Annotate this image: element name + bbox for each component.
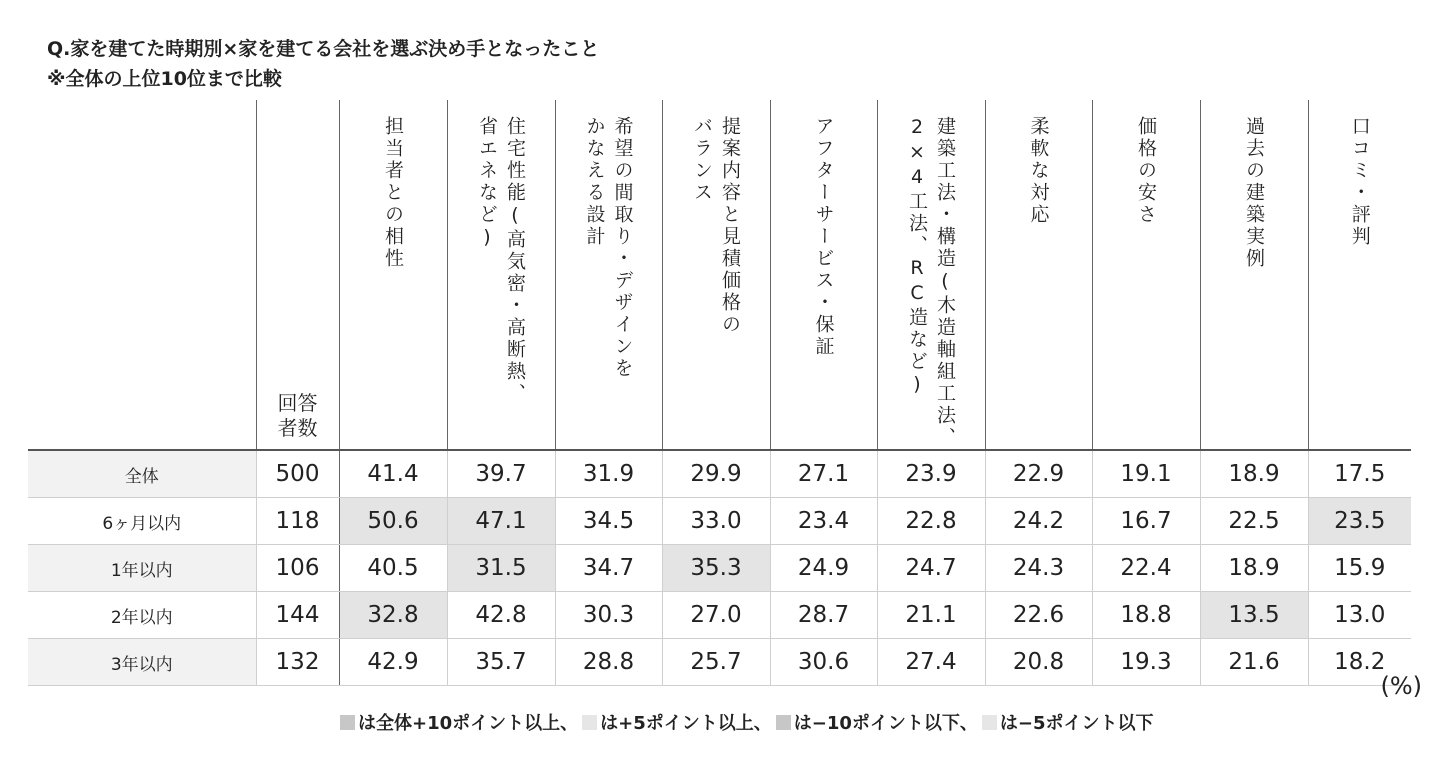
- value-cell: 35.3: [662, 545, 770, 592]
- value-cell: 39.7: [447, 450, 555, 498]
- column-header-line: 2×4工法、RC造など): [906, 116, 928, 398]
- value-cell: 34.5: [555, 498, 662, 545]
- value-cell: 18.8: [1092, 592, 1200, 639]
- value-cell: 24.3: [985, 545, 1092, 592]
- row-label: 6ヶ月以内: [28, 498, 256, 545]
- column-header-line: 建築工法・構造(木造軸組工法、: [934, 116, 956, 449]
- value-cell: 28.7: [770, 592, 877, 639]
- row-count: 106: [256, 545, 339, 592]
- column-header-7: [985, 100, 1092, 450]
- count-header-line-2: 者数: [277, 416, 318, 440]
- column-header-line: 口コミ・評判: [1348, 116, 1371, 248]
- value-cell: 27.1: [770, 450, 877, 498]
- column-header-5: [770, 100, 877, 450]
- value-cell: 19.3: [1092, 639, 1200, 686]
- value-cell: 17.5: [1308, 450, 1411, 498]
- column-header-text: [379, 116, 407, 270]
- value-cell: 24.9: [770, 545, 877, 592]
- column-header-line: 過去の建築実例: [1243, 116, 1265, 270]
- count-header-line-1: 回答: [277, 391, 318, 415]
- value-cell: 24.2: [985, 498, 1092, 545]
- legend-swatch: [582, 715, 597, 730]
- column-header-10: [1308, 100, 1411, 450]
- value-cell: 41.4: [339, 450, 447, 498]
- value-cell: 16.7: [1092, 498, 1200, 545]
- table-row: [28, 450, 1411, 498]
- column-header-line: 提案内容と見積価格の: [719, 116, 741, 336]
- value-cell: 30.3: [555, 592, 662, 639]
- value-cell: 20.8: [985, 639, 1092, 686]
- table-row: [28, 592, 1411, 639]
- value-cell: 23.5: [1308, 498, 1411, 545]
- value-cell: 18.2: [1308, 639, 1411, 686]
- value-cell: 13.0: [1308, 592, 1411, 639]
- value-cell: 30.6: [770, 639, 877, 686]
- value-cell: 28.8: [555, 639, 662, 686]
- legend-swatch: [340, 715, 355, 730]
- column-header-line: アフターサービス・保証: [812, 116, 835, 358]
- value-cell: 35.7: [447, 639, 555, 686]
- value-cell: 42.9: [339, 639, 447, 686]
- column-header-line: バランス: [691, 116, 713, 204]
- column-header-text: [1025, 116, 1053, 226]
- value-cell: 19.1: [1092, 450, 1200, 498]
- count-header: [256, 100, 339, 450]
- column-header-line: 担当者との相性: [382, 116, 404, 270]
- row-count: 118: [256, 498, 339, 545]
- column-header-text: [688, 116, 744, 336]
- column-header-text: [1346, 116, 1374, 248]
- value-cell: 24.7: [877, 545, 985, 592]
- column-header-2: [447, 100, 555, 450]
- column-header-text: [473, 116, 529, 405]
- column-header-line: かなえる設計: [583, 116, 606, 248]
- row-label: 2年以内: [28, 592, 256, 639]
- value-cell: 27.4: [877, 639, 985, 686]
- value-cell: 22.5: [1200, 498, 1308, 545]
- legend: [340, 709, 1158, 735]
- header-row: [28, 100, 1411, 450]
- row-label: 1年以内: [28, 545, 256, 592]
- value-cell: 22.9: [985, 450, 1092, 498]
- column-header-8: [1092, 100, 1200, 450]
- column-header-9: [1200, 100, 1308, 450]
- title-line-1: Q.家を建てた時期別×家を建てる会社を選ぶ決め手となったこと: [47, 38, 600, 60]
- value-cell: 50.6: [339, 498, 447, 545]
- legend-entry: は+5ポイント以上、: [600, 713, 772, 734]
- value-cell: 25.7: [662, 639, 770, 686]
- legend-entry: は−10ポイント以下、: [793, 713, 978, 734]
- value-cell: 27.0: [662, 592, 770, 639]
- value-cell: 21.1: [877, 592, 985, 639]
- legend-entry: は全体+10ポイント以上、: [358, 713, 579, 734]
- unit-label: (%): [1380, 672, 1422, 700]
- column-header-line: 希望の間取り・デザインを: [611, 116, 634, 380]
- column-header-text: [1132, 116, 1160, 226]
- value-cell: 15.9: [1308, 545, 1411, 592]
- table-row: [28, 639, 1411, 686]
- value-cell: 22.6: [985, 592, 1092, 639]
- column-header-4: [662, 100, 770, 450]
- column-header-line: 価格の安さ: [1135, 116, 1157, 226]
- value-cell: 32.8: [339, 592, 447, 639]
- column-header-line: 省エネなど): [476, 116, 498, 251]
- column-header-text: [810, 116, 838, 358]
- value-cell: 33.0: [662, 498, 770, 545]
- legend-swatch: [776, 715, 791, 730]
- row-count: 132: [256, 639, 339, 686]
- value-cell: 31.9: [555, 450, 662, 498]
- chart-title: [47, 34, 599, 94]
- value-cell: 23.4: [770, 498, 877, 545]
- column-header-text: [581, 116, 637, 380]
- row-label: 全体: [28, 450, 256, 498]
- column-header-line: 柔軟な対応: [1027, 116, 1050, 226]
- value-cell: 22.8: [877, 498, 985, 545]
- value-cell: 13.5: [1200, 592, 1308, 639]
- row-label: 3年以内: [28, 639, 256, 686]
- column-header-6: [877, 100, 985, 450]
- table-row: [28, 545, 1411, 592]
- legend-entry: は−5ポイント以下: [999, 713, 1154, 734]
- value-cell: 34.7: [555, 545, 662, 592]
- legend-swatch: [982, 715, 997, 730]
- title-line-2: ※全体の上位10位まで比較: [47, 68, 282, 90]
- row-count: 500: [256, 450, 339, 498]
- value-cell: 18.9: [1200, 545, 1308, 592]
- column-header-text: [1240, 116, 1268, 270]
- table-row: [28, 498, 1411, 545]
- column-header-line: 住宅性能(高気密・高断熱、: [504, 116, 526, 405]
- column-header-1: [339, 100, 447, 450]
- value-cell: 42.8: [447, 592, 555, 639]
- results-table: [28, 100, 1411, 686]
- value-cell: 18.9: [1200, 450, 1308, 498]
- value-cell: 22.4: [1092, 545, 1200, 592]
- value-cell: 29.9: [662, 450, 770, 498]
- value-cell: 47.1: [447, 498, 555, 545]
- column-header-text: [903, 116, 959, 449]
- value-cell: 21.6: [1200, 639, 1308, 686]
- value-cell: 23.9: [877, 450, 985, 498]
- corner-cell: [28, 100, 256, 450]
- row-count: 144: [256, 592, 339, 639]
- value-cell: 31.5: [447, 545, 555, 592]
- column-header-3: [555, 100, 662, 450]
- value-cell: 40.5: [339, 545, 447, 592]
